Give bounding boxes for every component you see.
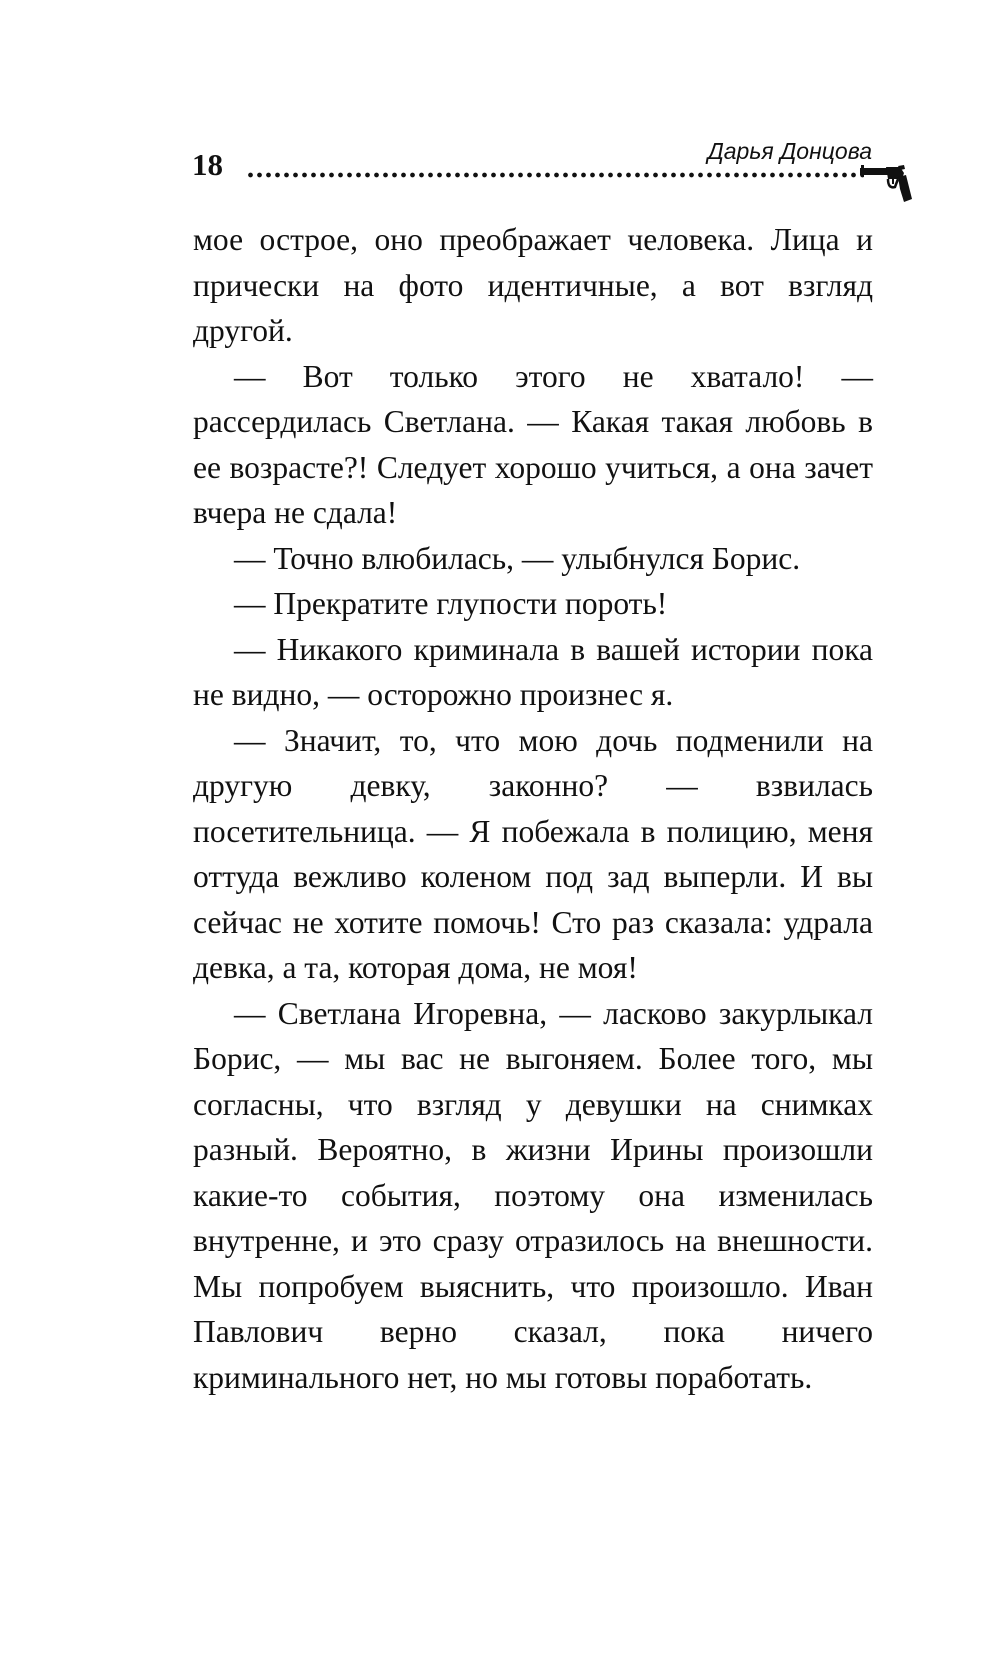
page-number: 18 (192, 147, 223, 182)
dot-leader (246, 172, 864, 178)
paragraph-2: — Вот только этого не хватало! — рассердилась Светлана. — Какая такая любовь в ее возрасте?! Следует хорошо учиться, а она зачет вчера не сдала! (193, 358, 873, 530)
paragraph-7: — Светлана Игоревна, — ласково закурлыкал Борис, — мы вас не выгоняем. Более того, мы согласны, что взгляд у девушки на снимках разный. Вероятно, в жизни Ирины произошли какие-то события, поэтому она изменилась внутренне, и это сразу отразилось на внешности. Мы попробуем выяснить, что произошло. Иван Павлович верно сказал, пока ничего криминального нет, но мы готовы поработать. (193, 995, 873, 1395)
revolver-icon (860, 165, 912, 205)
paragraph-3: — Точно влюбилась, — улыбнулся Борис. (234, 540, 801, 576)
paragraph-6: — Значит, то, что мою дочь подменили на другую девку, законно? — взвилась посетительница. — Я побежала в полицию, меня оттуда вежливо коленом под зад выперли. И вы сейчас не хотите помочь! Сто раз сказала: удрала девка, а та, которая дома, не моя! (193, 722, 873, 985)
paragraph-4: — Прекратите глупости пороть! (234, 586, 668, 621)
running-head-author: Дарья Донцова (707, 138, 872, 164)
paragraph-5: — Никакого криминала в вашей истории пока не видно, — осторожно произнес я. (193, 631, 873, 712)
paragraph-1: мое острое, оно преображает человека. Лица и прически на фото идентичные, а вот взгляд другой. (193, 222, 873, 348)
body-text (193, 217, 873, 1400)
